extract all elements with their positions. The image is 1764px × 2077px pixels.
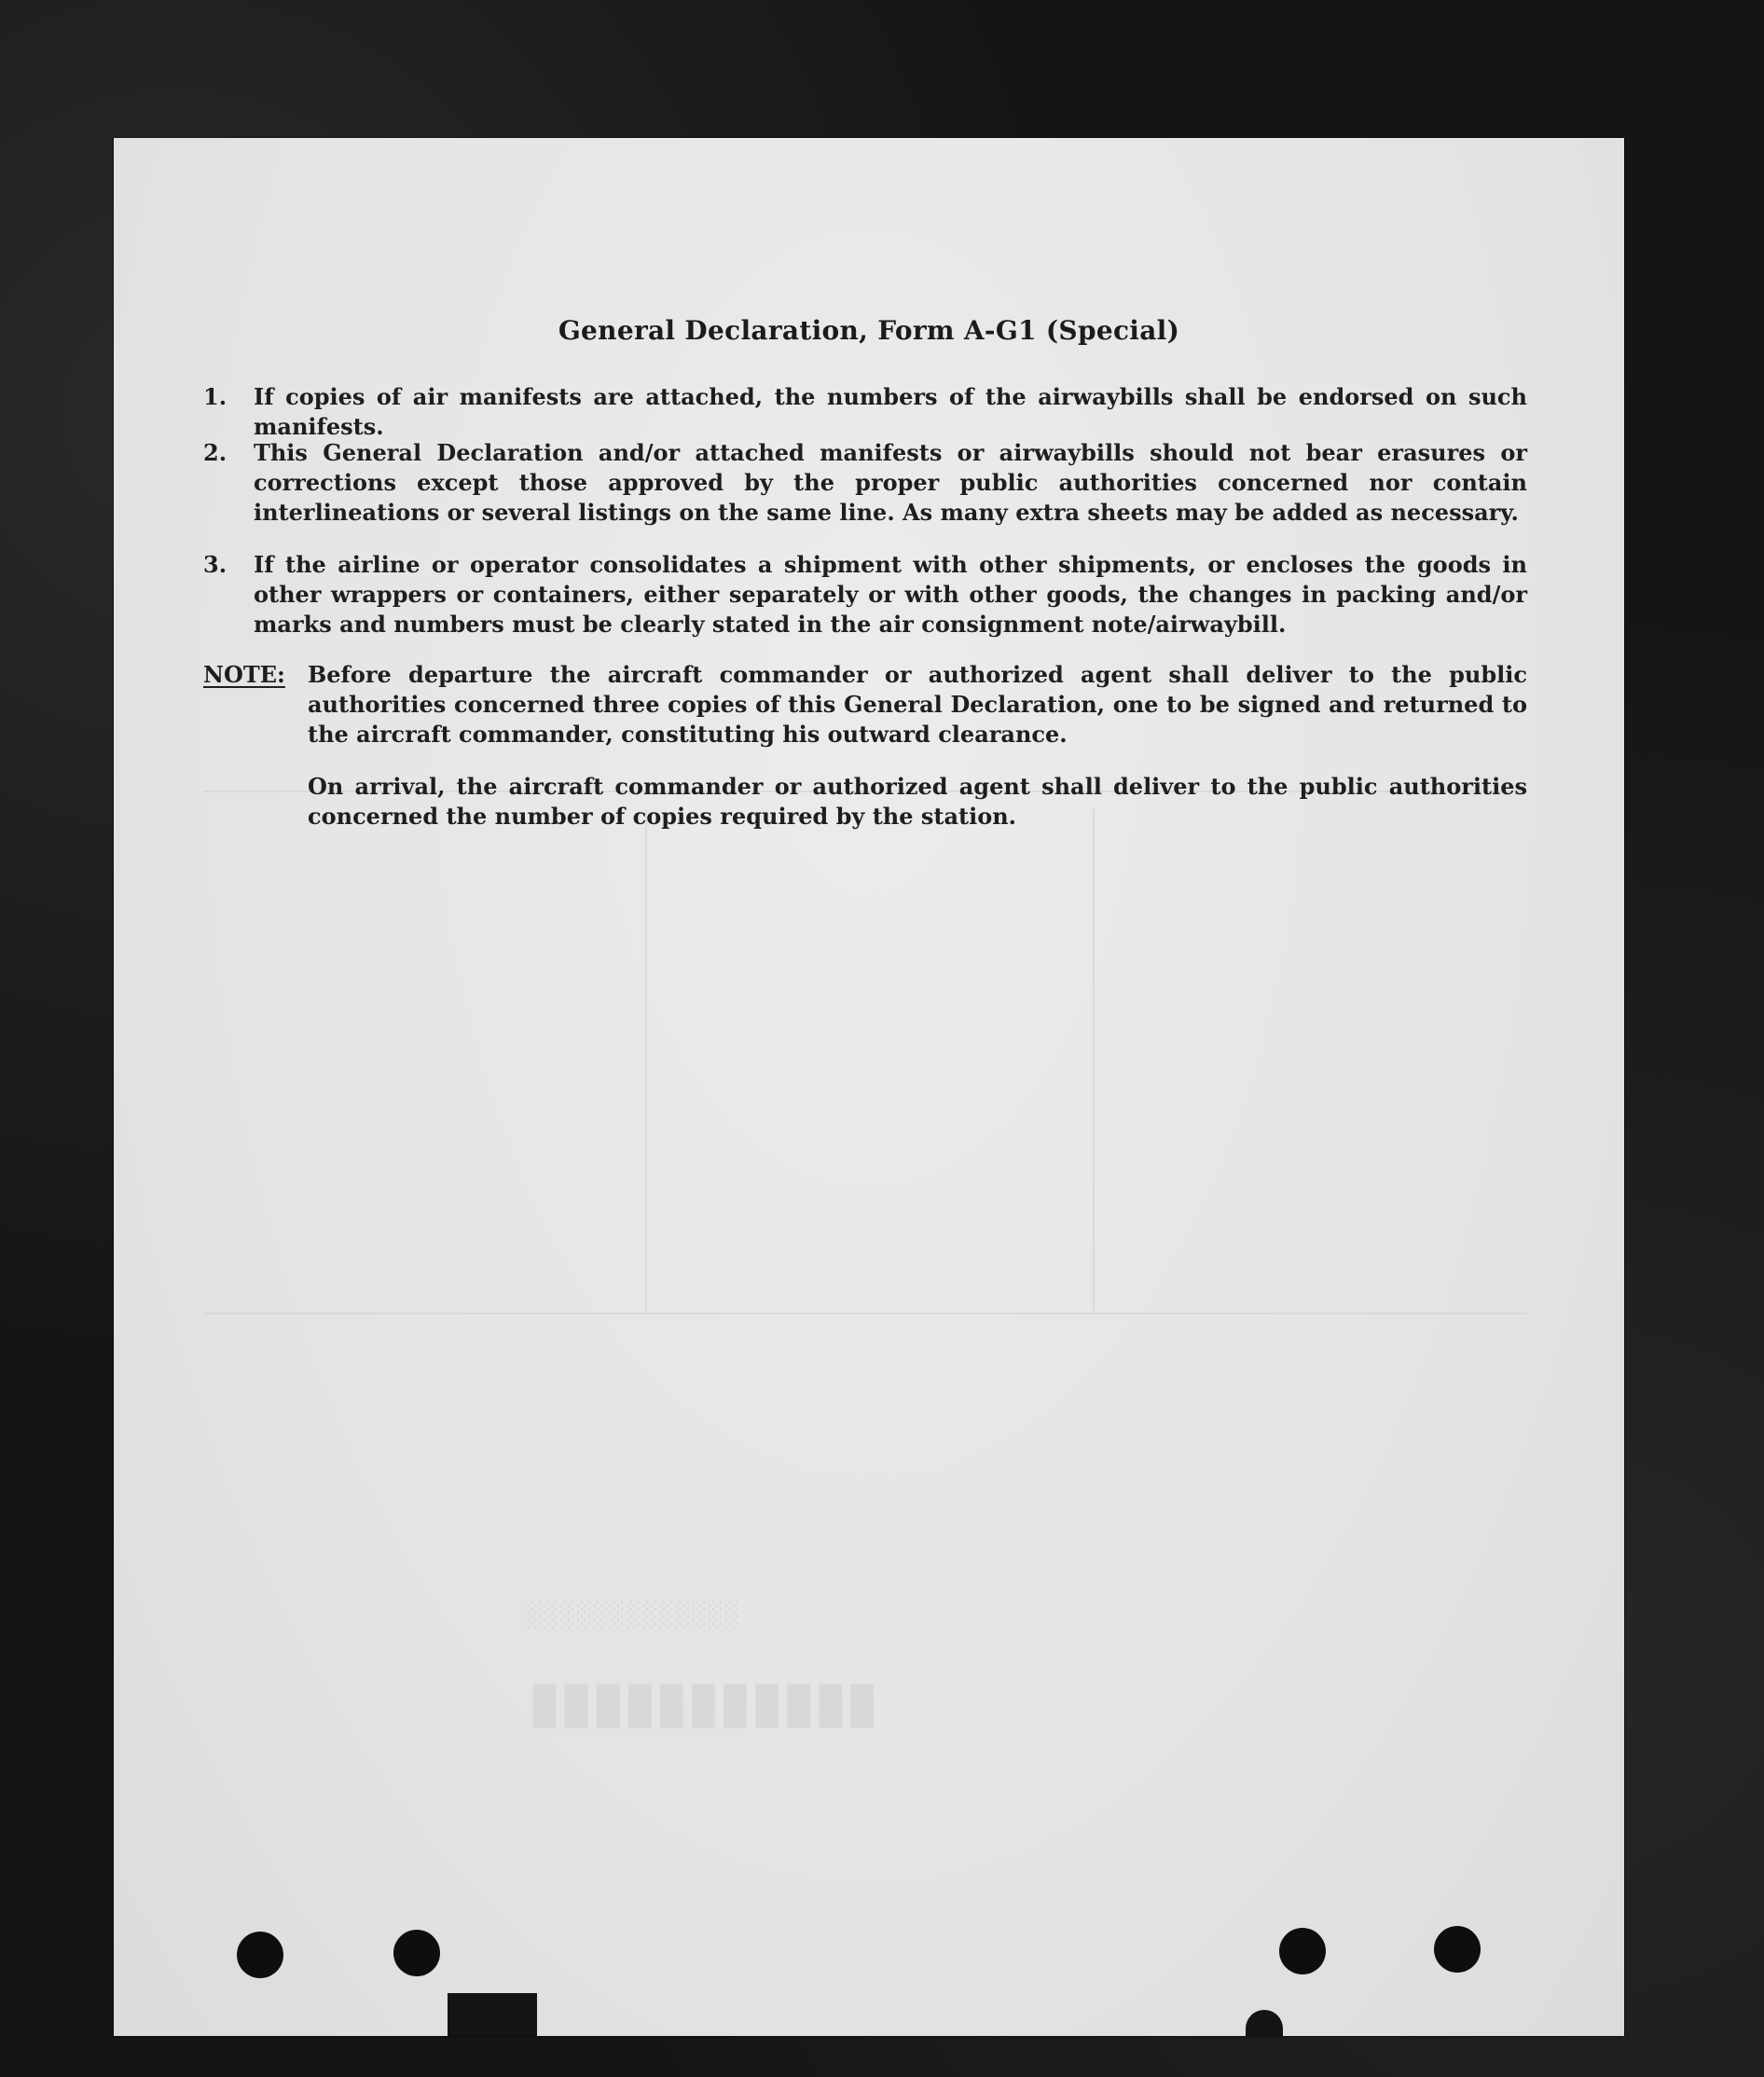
item-text: If the airline or operator consolidates a shipment with other shipments, or encloses the goods in other wrappers or containers, either separately or with other goods, the changes in packing and/or marks and numbers must be clearly stated in the air consignment note/airwaybill. bbox=[254, 551, 1527, 638]
list-item bbox=[203, 438, 1527, 528]
bottom-tab bbox=[448, 1993, 537, 2036]
note-paragraph: On arrival, the aircraft commander or authorized agent shall deliver to the public authorities concerned the number of copies required by the station. bbox=[308, 773, 1527, 830]
note-paragraph: Before departure the aircraft commander or authorized agent shall deliver to the public authorities concerned three copies of this General Declaration, one to be signed and returned to the aircraft commander, constituting his outward clearance. bbox=[308, 661, 1527, 748]
punch-hole bbox=[1279, 1928, 1326, 1974]
form-title: General Declaration, Form A-G1 (Special) bbox=[558, 315, 1180, 346]
bottom-tab bbox=[1246, 2010, 1283, 2036]
bleed-through-text: ░░░░░░░░░░░░░ bbox=[524, 1602, 738, 1630]
punch-hole bbox=[237, 1932, 283, 1978]
bleed-through-line bbox=[645, 809, 647, 1313]
item-number: 3. bbox=[203, 551, 227, 578]
bleed-through-text: ███████████ bbox=[524, 1685, 874, 1728]
list-item bbox=[203, 382, 1527, 442]
note-label: NOTE: bbox=[203, 661, 285, 688]
item-text: If copies of air manifests are attached, the numbers of the airwaybills shall be endorsed on such manifests. bbox=[254, 383, 1527, 440]
document-page bbox=[114, 138, 1624, 2036]
punch-hole bbox=[393, 1930, 440, 1976]
bleed-through-line bbox=[203, 1313, 1527, 1314]
punch-hole bbox=[1434, 1926, 1481, 1973]
item-number: 1. bbox=[203, 383, 227, 410]
item-text: This General Declaration and/or attached manifests or airwaybills should not bear erasures or corrections except those approved by the proper public authorities concerned nor contain interlineations or several listings on the same line. As many extra sheets may be added as necessary. bbox=[254, 439, 1527, 526]
list-item bbox=[203, 550, 1527, 640]
item-number: 2. bbox=[203, 439, 227, 466]
bleed-through-line bbox=[1093, 809, 1095, 1313]
